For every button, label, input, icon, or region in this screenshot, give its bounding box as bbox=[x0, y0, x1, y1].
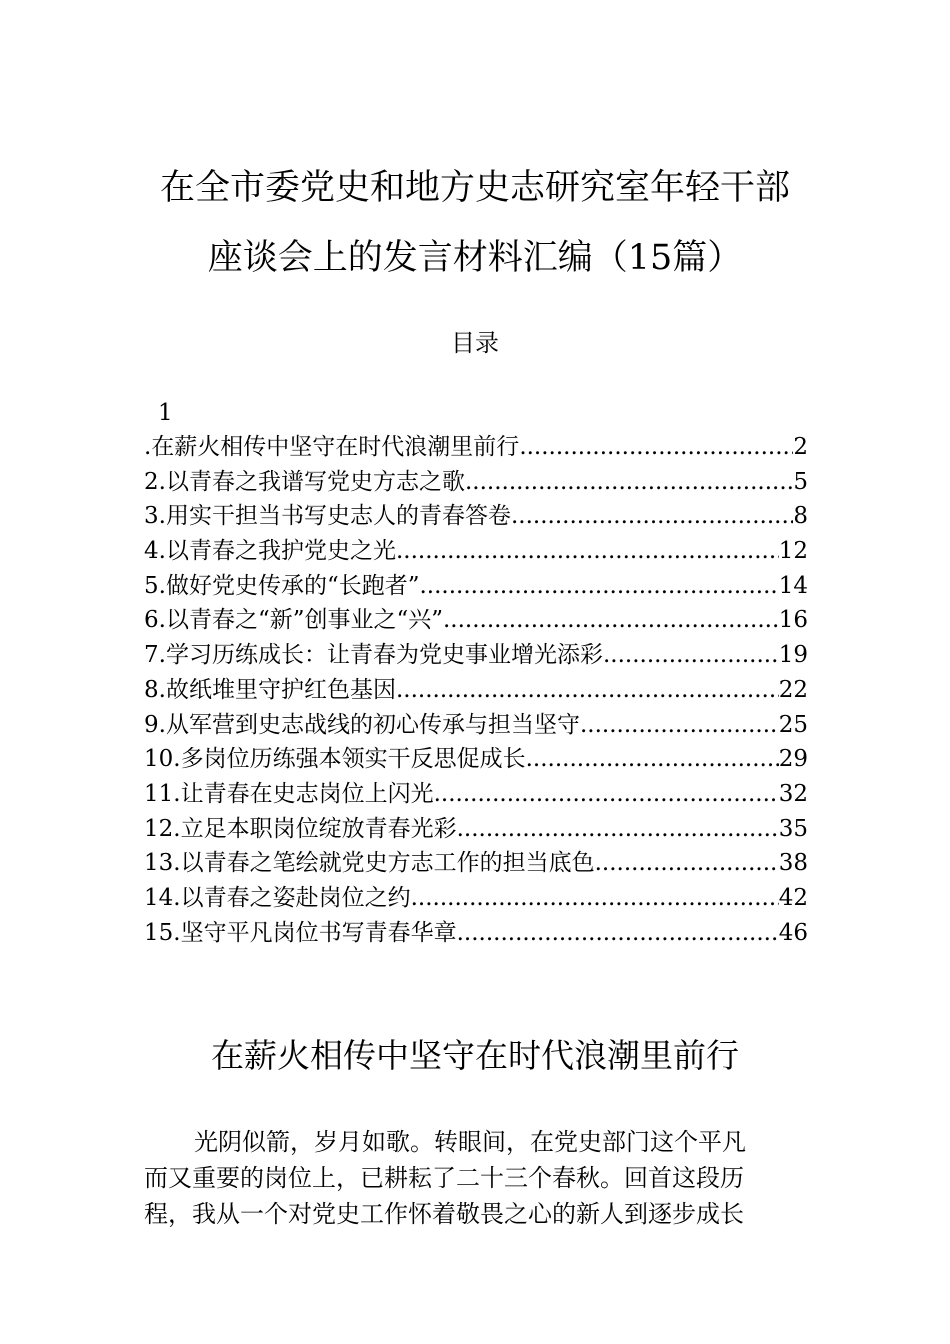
toc-leader-dots bbox=[457, 916, 779, 951]
paragraph-line: 而又重要的岗位上，已耕耘了二十三个春秋。回首这段历 bbox=[144, 1164, 744, 1192]
toc-entry[interactable] bbox=[144, 846, 808, 881]
toc-entry-page: 16 bbox=[778, 607, 808, 634]
toc-entry-page: 35 bbox=[778, 815, 808, 842]
toc-entry[interactable] bbox=[144, 569, 808, 604]
toc-leader-dots bbox=[580, 708, 779, 743]
toc-entry-page: 12 bbox=[778, 538, 808, 565]
toc-leader-dots bbox=[396, 534, 779, 569]
toc-leader-dots bbox=[434, 777, 779, 812]
toc-leader-dots bbox=[603, 638, 779, 673]
toc-entry-label: 2.以青春之我谱写党史方志之歌 bbox=[144, 468, 465, 495]
toc-entry-page: 2 bbox=[793, 434, 808, 460]
toc-entry[interactable] bbox=[144, 812, 808, 847]
toc-entry-label: 12.立足本职岗位绽放青春光彩 bbox=[144, 815, 457, 842]
toc-entry[interactable] bbox=[144, 465, 808, 500]
toc-entry[interactable] bbox=[144, 534, 808, 569]
toc-entry[interactable] bbox=[144, 777, 808, 812]
toc-entry[interactable] bbox=[144, 638, 808, 673]
toc-entry-label: 13.以青春之笔绘就党史方志工作的担当底色 bbox=[144, 850, 595, 877]
toc-entry-page: 22 bbox=[778, 676, 808, 703]
section-title: 在薪火相传中坚守在时代浪潮里前行 bbox=[211, 1036, 739, 1075]
toc-leader-dots bbox=[511, 499, 793, 534]
paragraph-line: 程，我从一个对党史工作怀着敬畏之心的新人到逐步成长 bbox=[144, 1200, 744, 1228]
toc-entry-page: 5 bbox=[793, 468, 808, 495]
toc-entry[interactable] bbox=[144, 499, 808, 534]
toc-entry-page: 46 bbox=[778, 919, 808, 946]
toc-entry[interactable] bbox=[144, 881, 808, 916]
toc-entry-page: 29 bbox=[778, 746, 808, 773]
toc-entry-page: 42 bbox=[778, 884, 808, 911]
toc-entry[interactable] bbox=[144, 603, 808, 638]
toc-entry-page: 25 bbox=[778, 711, 808, 738]
toc-entry[interactable] bbox=[144, 708, 808, 743]
toc-entry-label: 8.故纸堆里守护红色基因 bbox=[144, 676, 396, 703]
toc-leader-dots bbox=[411, 881, 779, 916]
toc-entry-label: 10.多岗位历练强本领实干反思促成长 bbox=[144, 746, 526, 773]
toc-leader-dots bbox=[519, 430, 793, 465]
document-title-line-1: 在全市委党史和地方史志研究室年轻干部 bbox=[159, 168, 790, 208]
toc-entry-page: 14 bbox=[778, 572, 808, 599]
toc-entry-label: 7.学习历练成长：让青春为党史事业增光添彩 bbox=[144, 642, 603, 669]
paragraph-line: 光阴似箭，岁月如歌。转眼间，在党史部门这个平凡 bbox=[194, 1128, 746, 1156]
toc-leader-dots bbox=[595, 846, 779, 881]
toc-entry[interactable] bbox=[144, 742, 808, 777]
toc-leader-dots bbox=[526, 742, 779, 777]
toc-leader-dots bbox=[465, 465, 793, 500]
body-paragraph bbox=[144, 1124, 808, 1232]
table-of-contents bbox=[144, 430, 808, 950]
toc-entry-page: 8 bbox=[793, 503, 808, 530]
toc-entry-page: 38 bbox=[778, 850, 808, 877]
toc-leader-dots bbox=[396, 673, 779, 708]
toc-leader-dots bbox=[419, 569, 778, 604]
toc-first-number: 1 bbox=[158, 400, 173, 426]
toc-entry-label: 3.用实干担当书写史志人的青春答卷 bbox=[144, 503, 511, 530]
toc-entry[interactable] bbox=[144, 673, 808, 708]
toc-entry-page: 19 bbox=[778, 642, 808, 669]
toc-entry-label: 11.让青春在史志岗位上闪光 bbox=[144, 780, 434, 807]
toc-entry-label: 6.以青春之“新”创事业之“兴” bbox=[144, 607, 443, 634]
toc-entry-label: 5.做好党史传承的“长跑者” bbox=[144, 572, 420, 599]
document-title-line-2: 座谈会上的发言材料汇编（15篇） bbox=[207, 238, 743, 278]
toc-entry[interactable] bbox=[144, 916, 808, 951]
toc-entry-page: 32 bbox=[778, 780, 808, 807]
toc-entry-label: 14.以青春之姿赴岗位之约 bbox=[144, 884, 411, 911]
toc-entry-label: 4.以青春之我护党史之光 bbox=[144, 538, 396, 565]
toc-entry-label: .在薪火相传中坚守在时代浪潮里前行 bbox=[144, 434, 520, 460]
toc-leader-dots bbox=[443, 603, 779, 638]
toc-heading: 目录 bbox=[451, 329, 499, 357]
toc-entry-label: 15.坚守平凡岗位书写青春华章 bbox=[144, 919, 457, 946]
toc-leader-dots bbox=[457, 812, 779, 847]
toc-entry[interactable] bbox=[144, 430, 808, 465]
toc-entry-label: 9.从军营到史志战线的初心传承与担当坚守 bbox=[144, 711, 580, 738]
